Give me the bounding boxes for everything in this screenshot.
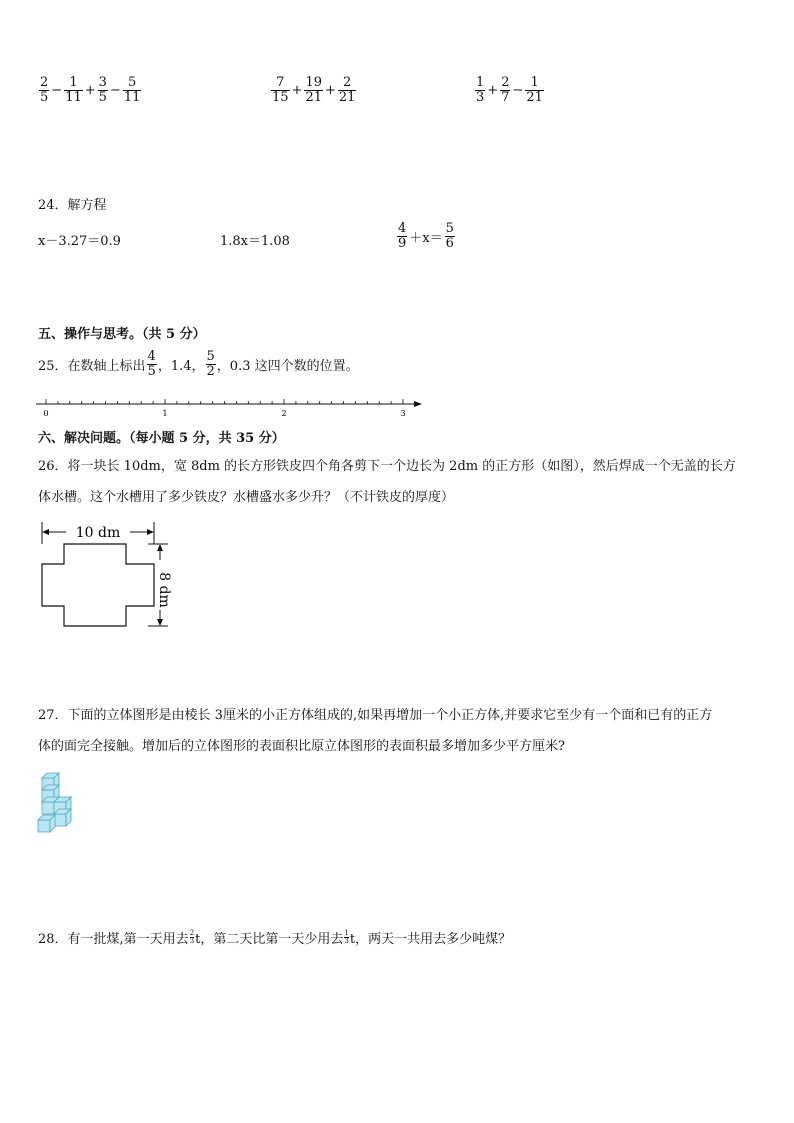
question-27-line1: 27．下面的立体图形是由棱长 3厘米的小正方体组成的,如果再增加一个小正方体,并要求它至少有一个面和已有的正方 — [38, 708, 713, 723]
fraction-numerator: 5 — [127, 75, 137, 90]
tick-label: 1 — [162, 409, 168, 418]
cube-figure — [36, 770, 78, 836]
q25-frac2-den: 2 — [206, 364, 215, 379]
operator: − — [512, 83, 524, 98]
fraction-numerator: 3 — [98, 75, 107, 90]
question-26-line1: 26．将一块长 10dm，宽 8dm 的长方形铁皮四个角各剪下一个边长为 2dm 的正方形（如图），然后焊成一个无盖的长方 — [38, 459, 736, 474]
fraction-denominator: 21 — [526, 90, 543, 105]
fraction-numerator: 7 — [276, 75, 285, 90]
expression-3 — [474, 76, 545, 105]
fraction — [64, 76, 83, 105]
vdim-arrow-top — [157, 544, 163, 551]
dim-arrow-right — [147, 529, 154, 535]
question-27-line2: 体的面完全接触。增加后的立体图形的表面积比原立体图形的表面积最多增加多少平方厘米? — [38, 739, 565, 754]
question-26-line2: 体水槽。这个水槽用了多少铁皮？水槽盛水多少升？（不计铁皮的厚度） — [38, 490, 455, 505]
length-label: 10 dm — [75, 525, 121, 541]
equation-3 — [396, 222, 456, 251]
question-24-title: 24．解方程 — [38, 198, 107, 213]
sheet-diagram — [30, 518, 180, 634]
section-6-title: 六、解决问题。（每小题 5 分，共 35 分） — [38, 431, 285, 446]
equation-1: x－3.27＝0.9 — [38, 234, 121, 249]
eq3-den1: 9 — [398, 236, 407, 251]
q25-mid: ，1.4， — [157, 359, 205, 374]
q28-unit1: t，第二天比第一天少用去 — [195, 932, 344, 947]
operator: + — [84, 83, 96, 98]
q28-frac1-den: 3 — [189, 937, 195, 945]
fraction-numerator: 2 — [501, 75, 510, 90]
operator: + — [325, 83, 336, 98]
fraction-denominator: 21 — [338, 90, 356, 105]
q28-part1: 28．有一批煤,第一天用去 — [38, 932, 189, 947]
q28-unit2: t，两天一共用去多少吨煤？ — [349, 932, 512, 947]
dim-arrow-left — [42, 529, 49, 535]
fraction-denominator: 3 — [476, 90, 485, 105]
q28-frac2-den: 3 — [344, 937, 349, 945]
operator: + — [291, 83, 303, 98]
fraction-denominator: 5 — [98, 90, 107, 105]
fraction — [500, 76, 510, 105]
tick-label: 3 — [400, 409, 406, 418]
tick-label: 2 — [281, 409, 287, 418]
question-25-text — [38, 350, 359, 379]
vdim-arrow-bottom — [157, 619, 163, 626]
eq3-num2: 5 — [445, 221, 454, 236]
fraction — [338, 76, 357, 105]
fraction — [525, 76, 544, 105]
question-28-text — [38, 928, 511, 947]
fraction-numerator: 2 — [40, 75, 49, 90]
fraction-numerator: 19 — [305, 75, 322, 90]
cube — [54, 809, 71, 826]
fraction-denominator: 7 — [501, 90, 510, 105]
operator: − — [109, 83, 121, 98]
fraction-numerator: 2 — [343, 75, 352, 90]
fraction-numerator: 1 — [530, 75, 539, 90]
number-line-minor-ticks — [46, 399, 403, 404]
fraction — [271, 76, 290, 105]
q28-frac1-num: 2 — [189, 929, 195, 937]
fraction — [98, 76, 108, 105]
fraction-denominator: 15 — [272, 90, 289, 105]
fraction-denominator: 11 — [65, 90, 82, 105]
tick-label: 0 — [43, 409, 49, 418]
expression-1 — [38, 76, 142, 105]
fraction-denominator: 5 — [40, 90, 49, 105]
cross-shape — [42, 544, 154, 626]
q25-frac2-num: 5 — [206, 349, 215, 364]
number-line-labels — [43, 409, 405, 418]
fraction — [304, 76, 323, 105]
fraction-numerator: 1 — [69, 75, 78, 90]
fraction-denominator: 21 — [305, 90, 322, 105]
q25-frac1-num: 4 — [147, 349, 156, 364]
q28-frac2-num: 1 — [344, 929, 349, 937]
operator: − — [51, 83, 63, 98]
fraction-denominator: 11 — [123, 90, 141, 105]
section-5-title: 五、操作与思考。（共 5 分） — [38, 327, 206, 342]
q25-prefix: 25．在数轴上标出 — [38, 359, 146, 374]
q25-frac1-den: 5 — [147, 364, 156, 379]
expression-2 — [270, 76, 357, 105]
fraction-numerator: 1 — [476, 75, 485, 90]
number-line-arrow — [414, 401, 422, 407]
eq3-mid: ＋x＝ — [409, 231, 443, 246]
number-line — [30, 394, 430, 420]
fraction — [475, 76, 485, 105]
fraction — [39, 76, 49, 105]
q25-suffix: ，0.3 这四个数的位置。 — [216, 359, 359, 374]
equation-2: 1.8x＝1.08 — [220, 234, 290, 249]
width-label: 8 dm — [156, 572, 172, 608]
fraction — [123, 76, 142, 105]
eq3-den2: 6 — [445, 236, 454, 251]
eq3-num1: 4 — [398, 221, 407, 236]
operator: + — [487, 83, 499, 98]
cube — [38, 815, 55, 832]
